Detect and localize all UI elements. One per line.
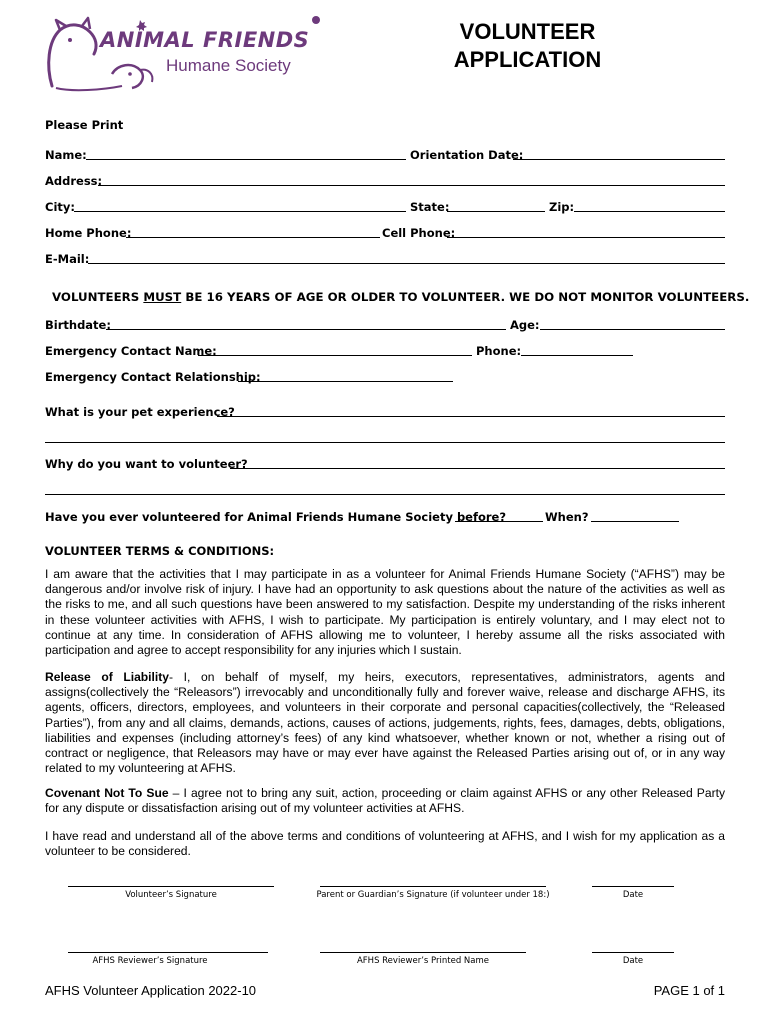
home-phone-field[interactable] — [126, 237, 380, 238]
orientation-date-label: Orientation Date: — [410, 148, 524, 162]
date-label-1: Date — [622, 890, 644, 900]
birthdate-label: Birthdate: — [45, 318, 111, 332]
title-line-2: APPLICATION — [453, 47, 602, 72]
terms-paragraph-risk: I am aware that the activities that I may participate in as a volunteer for Animal Friends Humane Society (“AFHS”) may be dangerous and/or involve risk of injury. I have had an opportunity to ask questions about the nature of the activities as well as the risks to me, and all such questions have been answered to my satisfaction. Despite my understanding of the risks inherent in these volunteer activities with AFHS, I wish to participate. My participation is entirely voluntary, and I may elect not to continue at any time. In consideration of AFHS allowing me to volunteer, I hereby assume all the risks associated with participation and agree to accept responsibility for any injuries which I sustain. — [45, 567, 725, 658]
why-volunteer-field-line-2[interactable] — [45, 494, 725, 495]
name-field[interactable] — [86, 159, 406, 160]
document-title — [420, 18, 635, 74]
cell-phone-field[interactable] — [447, 237, 725, 238]
notice-text-start: VOLUNTEERS — [52, 290, 144, 304]
volunteered-before-field[interactable] — [455, 521, 543, 522]
emergency-contact-relationship-label: Emergency Contact Relationship: — [45, 370, 261, 384]
birthdate-field[interactable] — [106, 329, 506, 330]
zip-label: Zip: — [549, 200, 575, 214]
zip-field[interactable] — [574, 211, 725, 212]
why-volunteer-field[interactable] — [230, 468, 725, 469]
city-label: City: — [45, 200, 75, 214]
logo-paw-icon — [312, 16, 320, 24]
volunteer-signature-field[interactable] — [68, 886, 274, 887]
age-requirement-notice — [52, 290, 749, 304]
footer-page-number: PAGE 1 of 1 — [653, 983, 725, 998]
footer-document-id: AFHS Volunteer Application 2022-10 — [45, 983, 257, 998]
orientation-date-field[interactable] — [513, 159, 725, 160]
date-field-2[interactable] — [592, 952, 674, 953]
volunteer-signature-label: Volunteer’s Signature — [125, 890, 217, 900]
name-label: Name: — [45, 148, 87, 162]
city-field[interactable] — [74, 211, 406, 212]
emergency-phone-label: Phone: — [476, 344, 522, 358]
terms-paragraph-covenant — [45, 786, 725, 816]
reviewer-signature-label: AFHS Reviewer’s Signature — [92, 956, 208, 966]
cell-phone-label: Cell Phone: — [382, 226, 456, 240]
emergency-contact-name-field[interactable] — [198, 355, 472, 356]
terms-heading: VOLUNTEER TERMS & CONDITIONS: — [45, 544, 275, 558]
parent-signature-label: Parent or Guardian’s Signature (if volunteer under 18:) — [316, 890, 550, 900]
state-field[interactable] — [447, 211, 545, 212]
release-heading: Release of Liability — [45, 670, 170, 684]
title-line-1: VOLUNTEER — [459, 19, 596, 44]
home-phone-label: Home Phone: — [45, 226, 132, 240]
pet-experience-label: What is your pet experience? — [45, 405, 235, 419]
covenant-text: – I agree not to bring any suit, action, proceeding or claim against AFHS or any other Released Party for any dispute or dissatisfaction arising out of my volunteer activities at AFHS. — [45, 786, 726, 816]
email-label: E-Mail: — [45, 252, 90, 266]
reviewer-printed-name-field[interactable] — [320, 952, 526, 953]
address-label: Address: — [45, 174, 103, 188]
emergency-contact-relationship-field[interactable] — [238, 381, 453, 382]
release-text: - I, on behalf of myself, my heirs, executors, representatives, administrators, agents and assigns(collectively the “Releasors”) irrevocably and unconditionally fully and forever waive, release and discharge AFHS, its agents, officers, directors, employees, and volunteers in their corporate and personal capacities(collectively, the “Released Parties”), from any and all claims, demands, actions, causes of actions, judgements, rights, fees, damages, debts, obligations, liabilities and expenses (including attorney’s fees) of any kind whatsoever, whether known or not, whether a rising out of contract or negligence, that Releasors may have or may ever have against the Released Parties arising out of, or in any way related to my volunteering at AFHS. — [45, 670, 725, 776]
address-field[interactable] — [98, 185, 725, 186]
logo-subtitle: Humane Society — [166, 56, 291, 75]
when-field[interactable] — [591, 521, 679, 522]
age-label: Age: — [510, 318, 540, 332]
notice-text-end: BE 16 YEARS OF AGE OR OLDER TO VOLUNTEER. WE DO NOT MONITOR VOLUNTEERS. — [181, 290, 750, 304]
date-label-2: Date — [622, 956, 644, 966]
when-label: When? — [545, 510, 589, 524]
logo-title: ANIMAL FRIENDS — [100, 28, 310, 52]
state-label: State: — [410, 200, 450, 214]
emergency-contact-name-label: Emergency Contact Name: — [45, 344, 217, 358]
pet-experience-field[interactable] — [217, 416, 725, 417]
volunteered-before-label: Have you ever volunteered for Animal Friends Humane Society before? — [45, 510, 507, 524]
reviewer-printed-name-label: AFHS Reviewer’s Printed Name — [356, 956, 490, 966]
parent-signature-field[interactable] — [320, 886, 546, 887]
pet-experience-field-line-2[interactable] — [45, 442, 725, 443]
date-field-1[interactable] — [592, 886, 674, 887]
reviewer-signature-field[interactable] — [68, 952, 268, 953]
terms-paragraph-release — [45, 670, 725, 776]
age-field[interactable] — [540, 329, 725, 330]
why-volunteer-label: Why do you want to volunteer? — [45, 457, 248, 471]
emergency-phone-field[interactable] — [521, 355, 633, 356]
covenant-heading: Covenant Not To Sue — [45, 786, 169, 800]
please-print-label: Please Print — [45, 118, 124, 132]
terms-paragraph-acknowledge: I have read and understand all of the above terms and conditions of volunteering at AFHS, and I wish for my application as a volunteer to be considered. — [45, 829, 725, 859]
email-field[interactable] — [88, 263, 725, 264]
notice-emphasis: MUST — [143, 290, 182, 304]
